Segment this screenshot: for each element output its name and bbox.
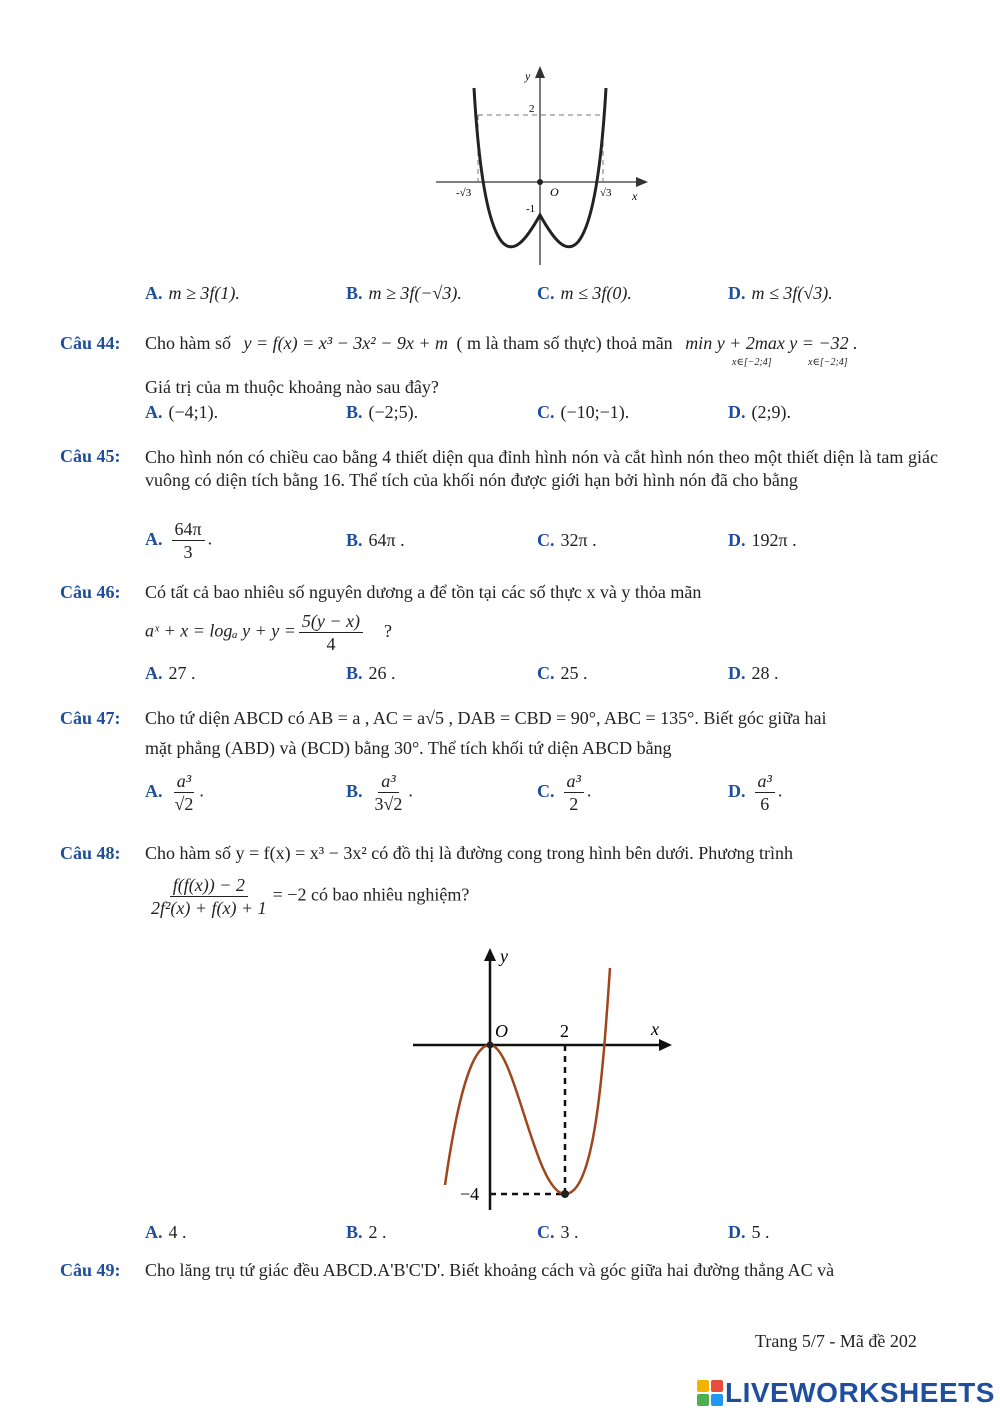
cubic-graph (405, 940, 680, 1215)
q44-line1: Cho hàm số y = f(x) = x³ − 3x² − 9x + m ( m là tham số thực) thoả mãn min y + 2max y = −32 . (145, 333, 858, 353)
q43-option-c[interactable]: C. m ≤ 3f(0). (537, 283, 632, 303)
q43-option-b[interactable]: B. m ≥ 3f(−√3). (346, 283, 462, 303)
q44-number: Câu 44: (60, 333, 121, 353)
graph2-x-label: x (651, 1019, 659, 1039)
graph1-origin: O (550, 185, 559, 199)
q48-option-a[interactable]: A. 4 . (145, 1222, 187, 1242)
x-axis-arrow (659, 1039, 672, 1051)
q46-option-d[interactable]: D. 28 . (728, 663, 779, 683)
q47-number: Câu 47: (60, 708, 121, 728)
graph1-y-label: y (525, 69, 531, 83)
q47-line2: mặt phẳng (ABD) và (BCD) bằng 30°. Thể tích khối tứ diện ABCD bằng (145, 738, 672, 758)
graph2-y-label: y (500, 946, 508, 966)
q44-option-b[interactable]: B. (−2;5). (346, 402, 419, 422)
q46-option-a[interactable]: A. 27 . (145, 663, 196, 683)
q48-option-b[interactable]: B. 2 . (346, 1222, 387, 1242)
q46-number: Câu 46: (60, 582, 121, 602)
q44-option-a[interactable]: A. (−4;1). (145, 402, 219, 422)
q44-option-c[interactable]: C. (−10;−1). (537, 402, 630, 422)
q43-option-d[interactable]: D. m ≤ 3f(√3). (728, 283, 833, 303)
x-axis-arrow (636, 177, 648, 187)
q48-option-c[interactable]: C. 3 . (537, 1222, 579, 1242)
graph2-origin: O (495, 1021, 508, 1041)
q45-option-c[interactable]: C. 32π . (537, 530, 597, 550)
q49-number: Câu 49: (60, 1260, 121, 1280)
q45-text: Cho hình nón có chiều cao bằng 4 thiết diện qua đỉnh hình nón và cắt hình nón theo một thiết diện là tam giác vuông có diện tích bằng 16. Thể tích của khối nón được giới hạn bởi hình nón đã cho bằng (145, 447, 938, 490)
q45-option-b[interactable]: B. 64π . (346, 530, 405, 550)
liveworksheets-brand[interactable] (697, 1378, 995, 1408)
y-axis-arrow (535, 66, 545, 78)
q47-line1: Cho tứ diện ABCD có AB = a , AC = a√5 , DAB = CBD = 90°, ABC = 135°. Biết góc giữa hai (145, 708, 827, 728)
q48-line1: Cho hàm số y = f(x) = x³ − 3x² có đồ thị là đường cong trong hình bên dưới. Phương trình (145, 843, 794, 863)
q44-option-d[interactable]: D. (2;9). (728, 402, 791, 422)
q45-option-d[interactable]: D. 192π . (728, 530, 797, 550)
graph2-x-two: 2 (560, 1021, 569, 1041)
brand-text: LIVEWORKSHEETS (725, 1377, 995, 1408)
q49-text: Cho lăng trụ tứ giác đều ABCD.A'B'C'D'. Biết khoảng cách và góc giữa hai đường thẳng AC và (145, 1260, 835, 1280)
q48-equation: $\frac{f(f(x)) - 2}{\text{2f²(x) + f(x) + 1}}$ = −2 có bao nhiêu nghiệm? (151, 875, 470, 918)
y-axis-arrow (484, 948, 496, 961)
graph1-pos-root3: √3 (600, 187, 612, 199)
graph2-y-neg-four: −4 (460, 1184, 480, 1204)
q47-option-a[interactable]: A. $\frac{\text{a³}}{√2}$ . (145, 771, 204, 814)
q44-line2: Giá trị của m thuộc khoảng nào sau đây? (145, 377, 439, 397)
graph1-x-label: x (632, 189, 638, 203)
q43-option-a[interactable]: A. m ≥ 3f(1). (145, 283, 240, 303)
q47-option-c[interactable]: C. $\frac{\text{a³}}{2}$ . (537, 771, 592, 814)
page-footer: Trang 5/7 - Mã đề 202 (755, 1331, 917, 1351)
q48-number: Câu 48: (60, 843, 121, 863)
graph1-y-neg-one: -1 (526, 203, 536, 215)
q45-number: Câu 45: (60, 446, 121, 466)
graph1-y-two: 2 (529, 103, 535, 115)
q44-max-sub: x∈[−2;4] (808, 357, 848, 368)
cubic-curve (445, 968, 610, 1194)
q46-equation: aˣ + x = logₐ y + y = $\frac{5(y - x)}{4}$ ? (145, 611, 393, 654)
quartic-graph (430, 60, 660, 270)
q46-option-b[interactable]: B. 26 . (346, 663, 396, 683)
q44-min-sub: x∈[−2;4] (732, 357, 772, 368)
liveworksheets-logo-icon (697, 1380, 723, 1406)
q47-option-d[interactable]: D. $\frac{\text{a³}}{6}$ . (728, 771, 783, 814)
q46-option-c[interactable]: C. 25 . (537, 663, 588, 683)
q47-option-b[interactable]: B. $\frac{\text{a³}}{3√2}$ . (346, 771, 413, 814)
q46-text: Có tất cả bao nhiêu số nguyên dương a để tồn tại các số thực x và y thỏa mãn (145, 582, 702, 602)
graph1-neg-root3: -√3 (456, 187, 472, 199)
q48-option-d[interactable]: D. 5 . (728, 1222, 770, 1242)
q45-option-a[interactable]: A. $\frac{64\pi}{3}$ . (145, 519, 213, 562)
